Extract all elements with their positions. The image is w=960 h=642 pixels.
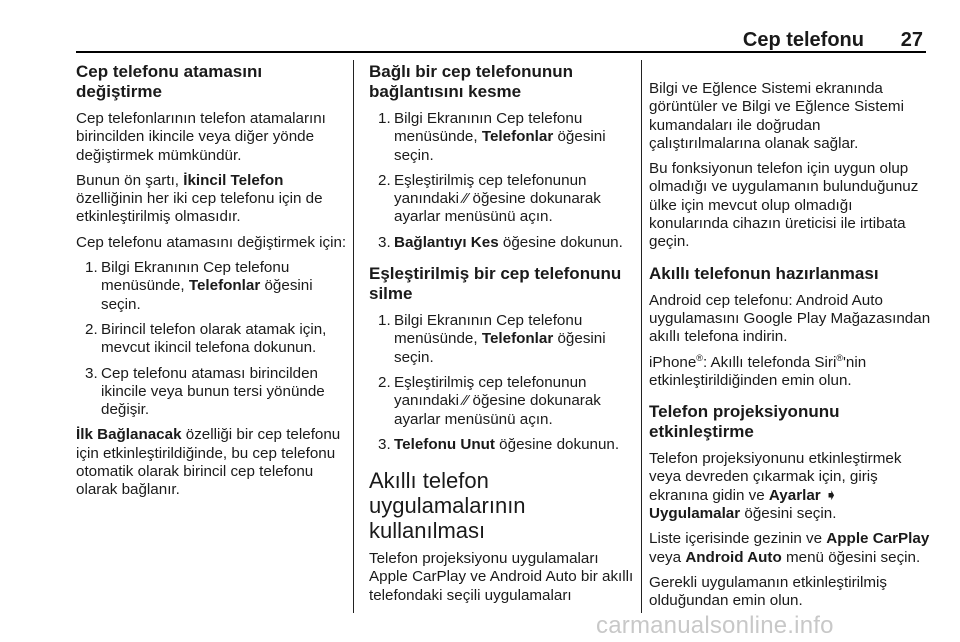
list-item: 1. Bilgi Ekranının Cep telefonu menüsünde, Telefonlar öğesini seçin. [85, 259, 313, 313]
section-heading-preparing-smartphone: Akıllı telefonun hazırlanması [649, 263, 879, 283]
paragraph: Telefon projeksiyonunu etkinleştirmek veya devreden çıkarmak için, giriş ekranına gidin ve Ayarlar ➧ Uygulamalar öğesini seçin. [649, 450, 902, 523]
list-item: 2. Birincil telefon olarak atamak için, mevcut ikincil telefona dokunun. [85, 320, 327, 357]
list-item: 1. Bilgi Ekranının Cep telefonu menüsünde, Telefonlar öğesini seçin. [378, 110, 606, 164]
list-item: 3. Telefonu Unut öğesine dokunun. [378, 435, 620, 453]
list-item: 2. Eşleştirilmiş cep telefonunun yanındaki ⁄⁄ öğesine dokunarak ayarlar menüsünü açın. [378, 373, 601, 428]
paragraph: Gerekli uygulamanın etkinleştirilmiş olduğundan emin olun. [649, 573, 888, 610]
list-item: 2. Eşleştirilmiş cep telefonunun yanındaki ⁄⁄ öğesine dokunarak ayarlar menüsünü açın. [378, 171, 601, 226]
paragraph: iPhone®: Akıllı telefonda Siri®'nin etkinleştirildiğinden emin olun. [649, 352, 867, 389]
steps-list [369, 110, 639, 252]
list-item: 3. Bağlantıyı Kes öğesine dokunun. [378, 233, 623, 251]
paragraph: Android cep telefonu: Android Auto uygulamasını Google Play Mağazasından akıllı telefona indirin. [649, 291, 931, 346]
paragraph: Cep telefonlarının telefon atamalarını birincilden ikincile veya diğer yönde değiştirmek mümkündür. [76, 110, 326, 164]
page-header [76, 29, 926, 50]
paragraph: İlk Bağlanacak özelliği bir cep telefonu için etkinleştirildiğinde, bu cep telefonu otomatik olarak birincil cep telefonu olarak bağlanır. [76, 426, 341, 499]
steps-list [369, 312, 639, 454]
paragraph: Bunun ön şartı, İkincil Telefon özelliğinin her iki cep telefonu için de etkinleştirilmiş olmasıdır. [76, 171, 323, 226]
steps-list [76, 259, 351, 419]
paragraph: Liste içerisinde gezinin ve Apple CarPlay veya Android Auto menü öğesini seçin. [649, 530, 930, 566]
paragraph: Cep telefonu atamasını değiştirmek için: [76, 233, 347, 251]
list-item: 1. Bilgi Ekranının Cep telefonu menüsünde, Telefonlar öğesini seçin. [378, 312, 606, 366]
page-number: 27 [900, 29, 923, 51]
list-item: 3. Cep telefonu ataması birincilden ikincile veya bunun tersi yönünde değişir. [85, 364, 325, 419]
arrow-icon: ➧ [820, 486, 838, 504]
section-heading-disconnect: Bağlı bir cep telefonunun bağlantısını kesme [369, 62, 574, 101]
section-heading-delete-paired: Eşleştirilmiş bir cep telefonunu silme [369, 264, 622, 304]
column-divider-1 [353, 60, 354, 613]
section-heading-smartphone-apps: Akıllı telefon uygulamalarının kullanılması [369, 468, 526, 544]
column-divider-2 [641, 60, 642, 613]
column-1 [76, 62, 351, 507]
column-2 [369, 62, 639, 612]
section-heading-change-assignment: Cep telefonu atamasını değiştirme [76, 62, 263, 101]
paragraph: Bu fonksiyonun telefon için uygun olup olmadığı ve uygulamanın bulunduğunuz ülke için mevcut olup olmadığı konularında cihazın üreticisi ile irtibata geçin. [649, 160, 919, 251]
header-rule [76, 51, 926, 53]
paragraph: Telefon projeksiyonu uygulamaları Apple CarPlay ve Android Auto bir akıllı telefondaki seçili uygulamaları [369, 550, 634, 604]
paragraph: Bilgi ve Eğlence Sistemi ekranında görüntüler ve Bilgi ve Eğlence Sistemi kumandaları ile doğrudan çalıştırılmalarına olanak sağlar. [649, 80, 904, 152]
section-heading-activate-projection: Telefon projeksiyonunu etkinleştirme [649, 402, 840, 442]
page-title: Cep telefonu [742, 29, 864, 51]
column-3 [649, 80, 931, 618]
watermark: carmanualsonline.info [596, 612, 834, 639]
